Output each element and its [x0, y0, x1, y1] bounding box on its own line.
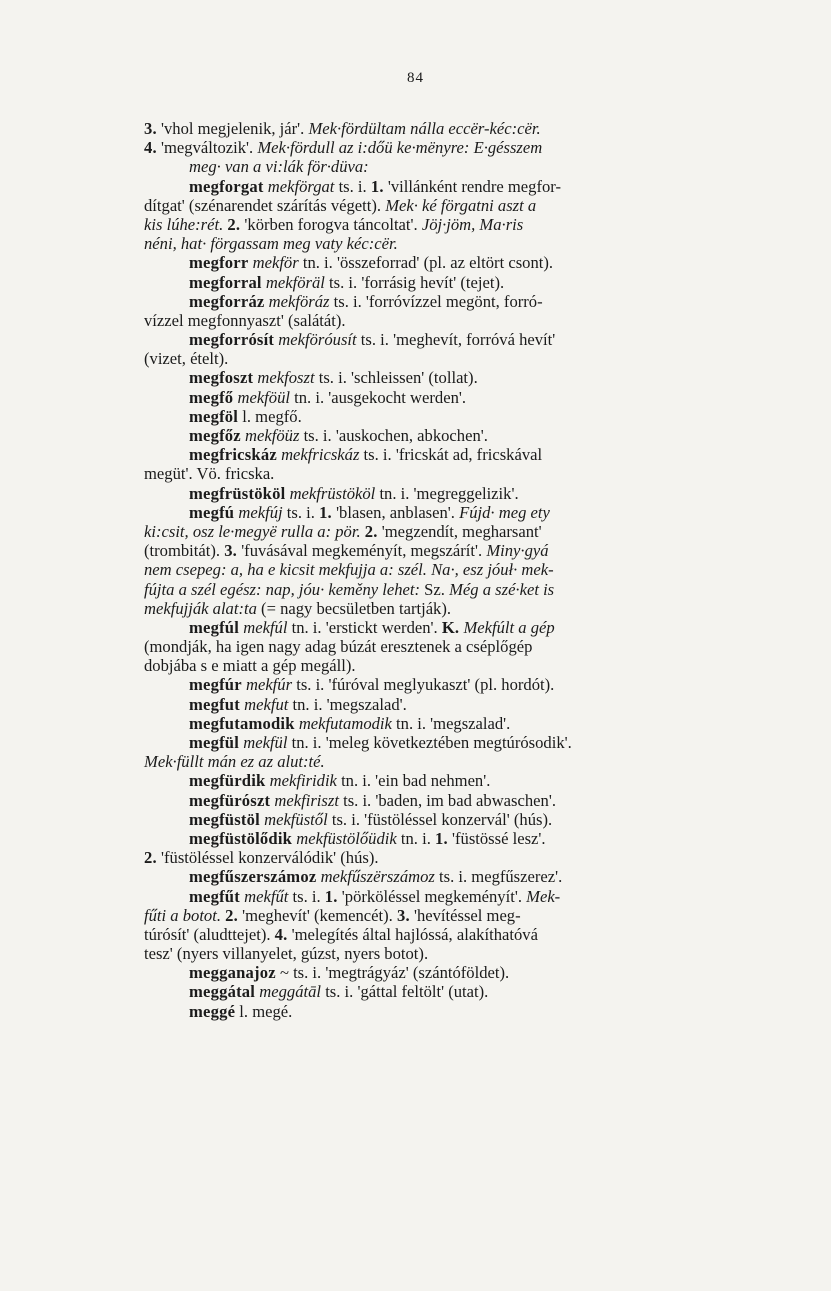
definition-text: dobjába s e miatt a gép megáll). — [144, 656, 356, 676]
definition-text: tn. i. — [396, 828, 435, 848]
text-line — [144, 292, 756, 311]
definition-text: 'pörköléssel megkeményít'. — [337, 886, 527, 906]
definition-text: 'füstössé lesz'. — [447, 828, 546, 848]
definition-text: ts. i. 'fricskát ad, fricskával — [359, 445, 543, 465]
definition-text: l. megé. — [235, 1001, 293, 1021]
dialect-form: Mek· ké förgatni aszt a — [385, 195, 537, 215]
headword: megfúl — [189, 617, 240, 637]
sense-number: 1. — [435, 828, 448, 848]
headword: megforgat — [189, 176, 264, 196]
dialect-form: Még a szé·ket is — [449, 579, 555, 599]
definition-text: (mondják, ha igen nagy adag búzát eresztenek a cséplőgép — [144, 637, 533, 657]
definition-text: ts. i. 'meghevít, forróvá hevít' — [356, 330, 556, 350]
headword: megfúr — [189, 675, 242, 695]
dialect-form: Mek·füllt mán ez az alut:té. — [144, 752, 325, 772]
definition-text: Sz. — [420, 579, 450, 599]
headword: megfricskáz — [189, 445, 277, 465]
definition-text: l. megfő. — [238, 406, 302, 426]
text-line — [144, 733, 756, 752]
dialect-form: mekfűszërszámoz — [320, 867, 435, 887]
dialect-form: mekför — [252, 253, 299, 273]
text-line — [144, 982, 756, 1001]
text-line — [144, 330, 756, 349]
headword: megfűszerszámoz — [189, 867, 317, 887]
dialect-form: mekfiridik — [269, 771, 337, 791]
text-line — [144, 388, 756, 407]
definition-text: 'füstöléssel konzerválódik' (hús). — [156, 848, 379, 868]
definition-text: ts. i. 'auskochen, abkochen'. — [299, 426, 488, 445]
text-line — [144, 541, 756, 560]
sense-number: 3. — [224, 541, 238, 561]
definition-text: tn. i. 'meleg következtében megtúrósodik'. — [287, 733, 572, 752]
headword: 4. — [144, 138, 157, 158]
dialect-form: mekfúl — [243, 617, 288, 637]
text-line — [144, 273, 756, 292]
dialect-form: fújta a szél egész: nap, jóu· keměny lehet: — [144, 579, 421, 599]
definition-text: 'meghevít' (kemencét). — [238, 905, 397, 925]
sense-number: 4. — [274, 924, 288, 944]
headword: megfut — [189, 694, 240, 714]
definition-text: (vizet, ételt). — [144, 349, 229, 369]
text-line — [144, 791, 756, 810]
text-line — [144, 944, 756, 963]
sense-number: 2. — [364, 521, 378, 541]
text-line — [144, 464, 756, 483]
headword: megfú — [189, 502, 235, 522]
text-line — [144, 656, 756, 675]
dialect-form: mekförgat — [267, 176, 335, 196]
text-line — [144, 253, 756, 272]
definition-text: ~ ts. i. 'megtrágyáz' (szántóföldet). — [275, 963, 510, 983]
definition-text: vízzel megfonnyaszt' (salátát). — [144, 310, 346, 330]
dialect-form: Jöj·jöm, Ma·ris — [421, 214, 524, 234]
text-line — [144, 196, 756, 215]
definition-text: túrósít' (aludttejet). — [144, 924, 275, 944]
text-line — [144, 522, 756, 541]
dialect-form: mekfúj — [238, 502, 283, 522]
sense-number: 2. — [227, 214, 241, 234]
headword: megganajoz — [189, 963, 276, 983]
definition-text: tn. i. 'megszalad'. — [391, 713, 511, 733]
dialect-form: Miny·gyá — [486, 541, 549, 561]
definition-text: (= nagy becsületben tartják). — [256, 598, 452, 618]
headword: megforr — [189, 253, 249, 273]
headword: megfüstöl — [189, 809, 260, 829]
headword: meggé — [189, 1001, 236, 1021]
text-line — [144, 580, 756, 599]
definition-text: ts. i. 'forróvízzel megönt, forró- — [329, 291, 543, 311]
headword: megforral — [189, 272, 262, 292]
dialect-form: nem csepeg: a, ha e kicsit mekfujja a: szél. Na·, esz jóuł· mek- — [144, 560, 554, 580]
text-line — [144, 157, 756, 176]
headword: megfrüstököl — [189, 483, 286, 503]
definition-text: 'melegítés által hajlóssá, alakíthatóvá — [287, 924, 538, 944]
text-line — [144, 311, 756, 330]
definition-text: ts. i. 'baden, im bad abwaschen'. — [338, 790, 556, 810]
text-line — [144, 675, 756, 694]
dialect-form: mekfricskáz — [281, 445, 360, 465]
text-line — [144, 848, 756, 867]
dialect-form: Mek·fördull az i:dőü ke·mënyre: E·gésszem — [257, 138, 543, 158]
definition-text: ts. i. — [282, 502, 320, 522]
dialect-form: mekfrüstököl — [289, 483, 376, 503]
text-line — [144, 906, 756, 925]
definition-text: tn. i. 'megszalad'. — [288, 694, 407, 714]
sense-number: 1. — [319, 502, 332, 522]
dialect-form: mekföráz — [268, 291, 330, 311]
dialect-form: meggátāl — [259, 982, 322, 1002]
text-line — [144, 637, 756, 656]
headword: megfoszt — [189, 368, 254, 388]
dialect-form: fűti a botot. — [144, 905, 221, 925]
text-line — [144, 234, 756, 253]
text-line — [144, 810, 756, 829]
dialect-form: mekföüz — [245, 426, 300, 445]
definition-text: ts. i. 'füstöléssel konzervál' (hús). — [327, 809, 553, 829]
dialect-form: Fújd· meg ety — [459, 502, 550, 522]
definition-text: dítgat' (szénarendet szárítás végett). — [144, 195, 386, 215]
sense-number: 1. — [324, 886, 338, 906]
definition-text: 'megváltozik'. — [156, 138, 258, 158]
dialect-form: mekföróusít — [278, 330, 357, 350]
definition-text: 'villánként rendre megfor- — [383, 176, 561, 196]
text-line — [144, 119, 756, 138]
definition-text: ts. i. 'fúróval meglyukaszt' (pl. hordót). — [292, 675, 555, 695]
definition-text: ts. i. — [288, 886, 325, 906]
text-line — [144, 177, 756, 196]
headword: megfő — [189, 387, 234, 407]
dialect-form: mekfüstölőüdik — [296, 828, 397, 848]
text-line — [144, 599, 756, 618]
text-line — [144, 560, 756, 579]
text-line — [144, 484, 756, 503]
text-line — [144, 771, 756, 790]
dialect-form: mekfiriszt — [274, 790, 339, 810]
headword: meggátal — [189, 982, 256, 1002]
definition-text: tn. i. 'erstickt werden'. — [287, 617, 442, 637]
definition-text: 'blasen, anblasen'. — [331, 502, 460, 522]
dictionary-text-column — [144, 119, 756, 1021]
text-line — [144, 503, 756, 522]
headword: megforráz — [189, 291, 265, 311]
definition-text: 'hevítéssel meg- — [409, 905, 521, 925]
text-line — [144, 407, 756, 426]
text-line — [144, 445, 756, 464]
definition-text: 'vhol megjelenik, jár'. — [156, 119, 309, 138]
definition-text: ts. i. megfűszerez'. — [434, 867, 563, 887]
dialect-form: mekfúr — [245, 675, 293, 695]
text-line — [144, 714, 756, 733]
dialect-form: mekfutamodik — [298, 713, 392, 733]
text-line — [144, 695, 756, 714]
definition-text: (trombitát). — [144, 541, 225, 561]
definition-text: tn. i. 'ausgekocht werden'. — [290, 387, 467, 407]
text-line — [144, 618, 756, 637]
definition-text: tn. i. 'összeforrad' (pl. az eltört csont). — [298, 253, 554, 273]
dialect-form: meg· van a vi:lák för·düva: — [189, 157, 369, 177]
text-line — [144, 752, 756, 771]
text-line — [144, 138, 756, 157]
dialect-form: mekföräl — [265, 272, 325, 292]
dialect-form: mekfut — [244, 694, 289, 714]
dialect-form: mekfujják alat:ta — [144, 598, 257, 618]
text-line — [144, 215, 756, 234]
text-line — [144, 426, 756, 445]
sense-number: K. — [441, 617, 460, 637]
definition-text: ts. i. 'forrásig hevít' (tejet). — [324, 272, 505, 292]
headword: megfüstölődik — [189, 828, 293, 848]
headword: megföl — [189, 406, 239, 426]
text-line — [144, 925, 756, 944]
dialect-form: mekfoszt — [257, 368, 315, 388]
definition-text: ts. i. 'schleissen' (tollat). — [314, 368, 478, 388]
headword: megfürószt — [189, 790, 271, 810]
dialect-form: mekföül — [237, 387, 290, 407]
definition-text: ts. i. — [334, 176, 371, 196]
headword: megforrósít — [189, 330, 275, 350]
dialect-form: mekfűt — [244, 886, 289, 906]
sense-number: 3. — [396, 905, 410, 925]
definition-text: tesz' (nyers villanyelet, gúzst, nyers botot). — [144, 944, 429, 964]
page-number: 84 — [407, 70, 424, 86]
headword: 2. — [144, 848, 157, 868]
dialect-form: Mek·fördültam nálla eccër-kéc:cër. — [308, 119, 541, 138]
dialect-form: ki:csit, osz le·megyë rulla a: pör. — [144, 521, 361, 541]
definition-text: ts. i. 'gáttal feltölt' (utat). — [321, 982, 489, 1002]
text-line — [144, 349, 756, 368]
dialect-form: néni, hat· förgassam meg vaty kéc:cër. — [144, 234, 398, 254]
headword: megfutamodik — [189, 713, 295, 733]
text-line — [144, 829, 756, 848]
text-line — [144, 963, 756, 982]
headword: megfőz — [189, 426, 241, 445]
dialect-form: Mekfúlt a gép — [463, 617, 555, 637]
text-line — [144, 368, 756, 387]
dialect-form: Mek- — [526, 886, 561, 906]
headword: megfürdik — [189, 771, 266, 791]
text-line — [144, 867, 756, 886]
definition-text: 'megzendít, megharsant' — [377, 521, 542, 541]
sense-number: 1. — [370, 176, 384, 196]
definition-text: tn. i. 'megreggelizik'. — [375, 483, 519, 503]
headword: megfűt — [189, 886, 240, 906]
definition-text: tn. i. 'ein bad nehmen'. — [336, 771, 491, 791]
dialect-form: kis lúhe:rét. — [144, 214, 224, 234]
definition-text: 'körben forogva táncoltat'. — [240, 214, 422, 234]
dialect-form: mekfül — [243, 733, 288, 752]
dialect-form: mekfüstől — [264, 809, 328, 829]
definition-text: 'fuvásával megkeményít, megszárít'. — [237, 541, 487, 561]
text-line — [144, 887, 756, 906]
headword: megfül — [189, 733, 240, 752]
sense-number: 2. — [225, 905, 238, 925]
headword: 3. — [144, 119, 157, 138]
definition-text: megüt'. Vö. fricska. — [144, 464, 275, 484]
text-line — [144, 1002, 756, 1021]
